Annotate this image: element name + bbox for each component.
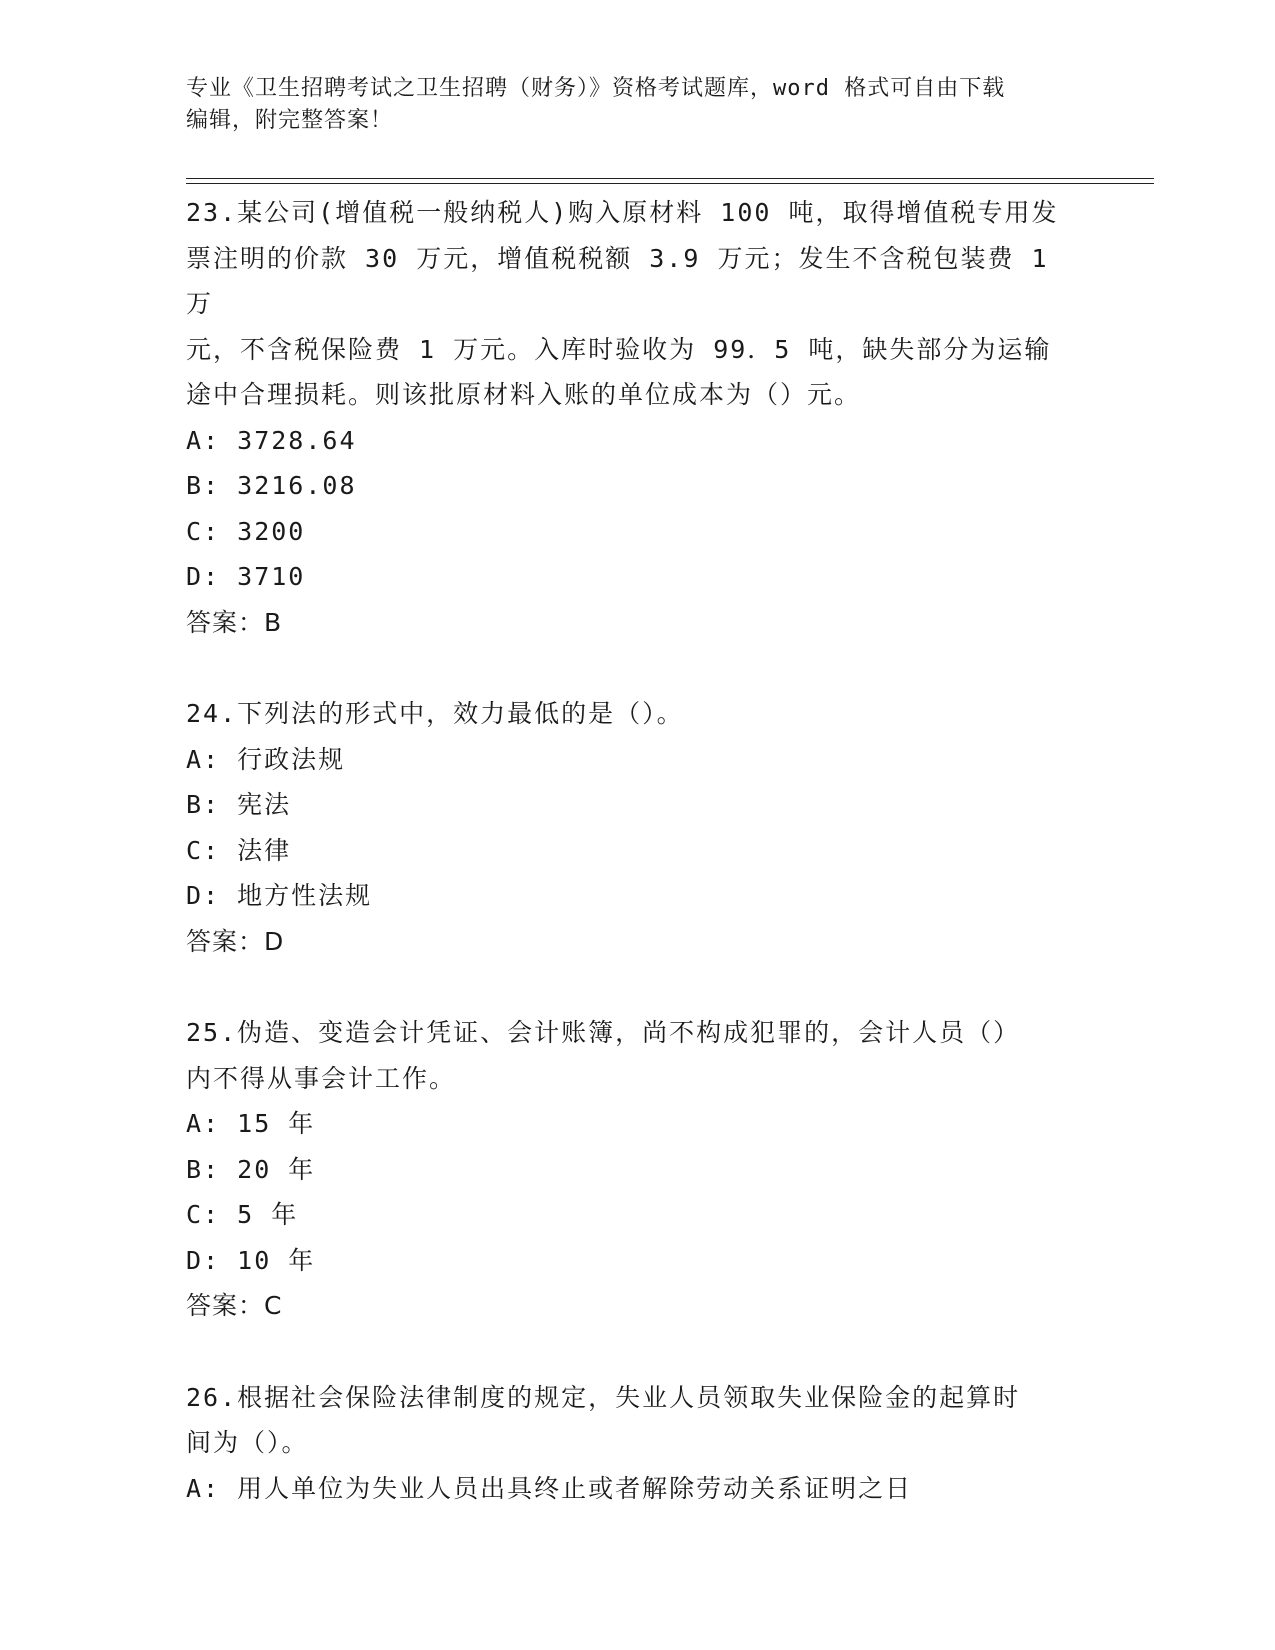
stem-line: 26.根据社会保险法律制度的规定，失业人员领取失业保险金的起算时 — [186, 1382, 1021, 1412]
header-line-1: 专业《卫生招聘考试之卫生招聘（财务）》资格考试题库，word 格式可自由下载 — [186, 76, 1006, 101]
answer-line: 答案：B — [186, 607, 283, 637]
option-d: D: 3710 — [186, 562, 306, 591]
question-stem — [186, 1010, 1086, 1101]
question-25 — [186, 1010, 1086, 1329]
option-a: A: 3728.64 — [186, 425, 357, 455]
header-divider-thin — [186, 183, 1154, 184]
option-c: C: 法律 — [186, 835, 292, 865]
stem-line: 元，不含税保险费 1 万元。入库时验收为 99．5 吨，缺失部分为运输 — [186, 334, 1052, 364]
question-26 — [186, 1375, 1086, 1512]
option-a: A: 用人单位为失业人员出具终止或者解除劳动关系证明之日 — [186, 1473, 913, 1503]
stem-line: 内不得从事会计工作。 — [186, 1063, 457, 1093]
question-24 — [186, 691, 1086, 964]
question-stem — [186, 190, 1086, 418]
document-header — [186, 73, 1086, 137]
stem-line: 间为（）。 — [186, 1428, 309, 1457]
option-b: B: 20 年 — [186, 1154, 316, 1184]
option-c: C: 5 年 — [186, 1200, 299, 1229]
stem-line: 途中合理损耗。则该批原材料入账的单位成本为（）元。 — [186, 380, 862, 409]
header-line-2: 编辑，附完整答案！ — [186, 108, 394, 133]
option-c: C: 3200 — [186, 516, 306, 546]
stem-line: 票注明的价款 30 万元，增值税税额 3.9 万元；发生不含税包装费 1 万 — [186, 243, 1049, 318]
option-b: B: 宪法 — [186, 790, 292, 819]
answer-line: 答案：C — [186, 1291, 283, 1320]
stem-line: 23.某公司(增值税一般纳税人)购入原材料 100 吨，取得增值税专用发 — [186, 198, 1059, 227]
stem-line: 24.下列法的形式中，效力最低的是（）。 — [186, 699, 684, 728]
option-d: D: 地方性法规 — [186, 881, 373, 910]
question-stem — [186, 1375, 1086, 1466]
question-23 — [186, 190, 1086, 645]
question-list — [186, 190, 1086, 1557]
option-a: A: 行政法规 — [186, 744, 346, 774]
option-b: B: 3216.08 — [186, 471, 357, 500]
question-stem — [186, 691, 1086, 737]
stem-line: 25.伪造、变造会计凭证、会计账簿，尚不构成犯罪的，会计人员（） — [186, 1018, 1021, 1047]
answer-line: 答案：D — [186, 926, 285, 956]
option-a: A: 15 年 — [186, 1109, 316, 1138]
option-d: D: 10 年 — [186, 1245, 316, 1275]
header-divider-thick — [186, 178, 1154, 179]
